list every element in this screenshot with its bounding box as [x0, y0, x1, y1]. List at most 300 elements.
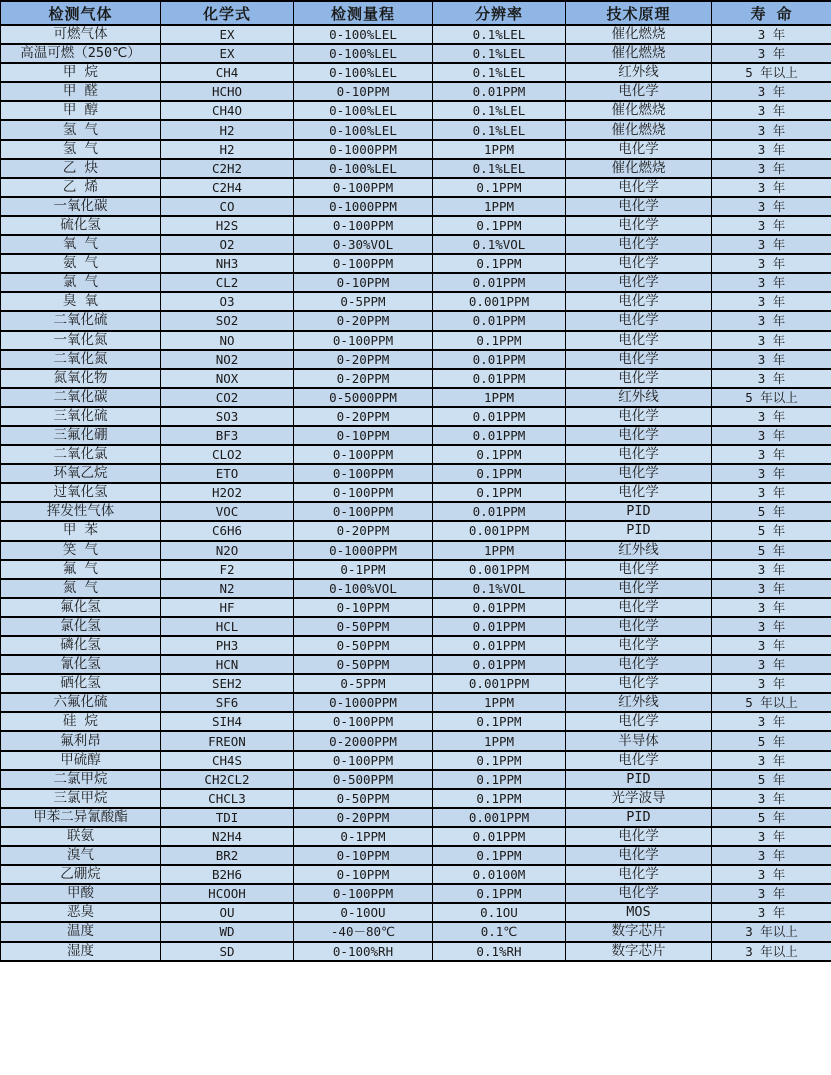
cell-resolution: 0.01PPM	[433, 82, 566, 101]
cell-resolution: 1PPM	[433, 388, 566, 407]
cell-resolution: 0.1%VOL	[433, 235, 566, 254]
cell-principle: 红外线	[566, 541, 712, 560]
cell-lifespan: 3 年	[712, 579, 831, 598]
cell-resolution: 1PPM	[433, 693, 566, 712]
cell-gas: 甲 苯	[1, 521, 161, 540]
cell-principle: 电化学	[566, 350, 712, 369]
table-row	[1, 560, 831, 579]
table-row	[1, 884, 831, 903]
cell-lifespan: 5 年以上	[712, 63, 831, 82]
cell-resolution: 0.1PPM	[433, 884, 566, 903]
table-row	[1, 502, 831, 521]
cell-range: 0-100%VOL	[294, 579, 433, 598]
cell-range: 0-100PPM	[294, 502, 433, 521]
cell-resolution: 0.1%LEL	[433, 44, 566, 63]
cell-gas: 磷化氢	[1, 636, 161, 655]
cell-resolution: 0.1%LEL	[433, 25, 566, 44]
cell-range: 0-100PPM	[294, 483, 433, 502]
cell-range: 0-100PPM	[294, 884, 433, 903]
table-row	[1, 789, 831, 808]
cell-resolution: 0.001PPM	[433, 292, 566, 311]
cell-lifespan: 5 年	[712, 731, 831, 750]
cell-resolution: 0.1PPM	[433, 464, 566, 483]
cell-formula: FREON	[161, 731, 294, 750]
cell-principle: 电化学	[566, 655, 712, 674]
cell-principle: PID	[566, 502, 712, 521]
table-row	[1, 140, 831, 159]
table-row	[1, 541, 831, 560]
table-row	[1, 712, 831, 731]
cell-formula: H2	[161, 140, 294, 159]
cell-gas: 氯化氢	[1, 617, 161, 636]
cell-formula: BR2	[161, 846, 294, 865]
cell-range: 0-100%LEL	[294, 63, 433, 82]
cell-gas: 硅 烷	[1, 712, 161, 731]
table-row	[1, 865, 831, 884]
cell-resolution: 0.0100M	[433, 865, 566, 884]
cell-range: 0-1000PPM	[294, 541, 433, 560]
cell-resolution: 0.1OU	[433, 903, 566, 922]
cell-lifespan: 3 年	[712, 617, 831, 636]
cell-formula: TDI	[161, 808, 294, 827]
cell-formula: O2	[161, 235, 294, 254]
cell-gas: 一氧化碳	[1, 197, 161, 216]
cell-lifespan: 3 年	[712, 884, 831, 903]
cell-range: 0-50PPM	[294, 789, 433, 808]
cell-gas: 氰化氢	[1, 655, 161, 674]
cell-lifespan: 3 年	[712, 216, 831, 235]
cell-principle: 电化学	[566, 254, 712, 273]
cell-resolution: 0.01PPM	[433, 311, 566, 330]
cell-gas: 硒化氢	[1, 674, 161, 693]
cell-range: 0-20PPM	[294, 350, 433, 369]
cell-principle: 电化学	[566, 445, 712, 464]
cell-range: 0-5PPM	[294, 292, 433, 311]
cell-principle: 电化学	[566, 331, 712, 350]
cell-principle: 电化学	[566, 483, 712, 502]
table-row	[1, 770, 831, 789]
cell-range: 0-2000PPM	[294, 731, 433, 750]
cell-gas: 氟利昂	[1, 731, 161, 750]
cell-gas: 二氧化氮	[1, 350, 161, 369]
cell-range: 0-100PPM	[294, 216, 433, 235]
cell-gas: 氟 气	[1, 560, 161, 579]
column-header-formula: 化学式	[161, 1, 294, 25]
cell-gas: 挥发性气体	[1, 502, 161, 521]
cell-gas: 乙 烯	[1, 178, 161, 197]
cell-gas: 环氧乙烷	[1, 464, 161, 483]
cell-lifespan: 3 年以上	[712, 922, 831, 941]
cell-lifespan: 3 年	[712, 120, 831, 139]
cell-gas: 硫化氢	[1, 216, 161, 235]
cell-range: 0-100%LEL	[294, 120, 433, 139]
table-row	[1, 579, 831, 598]
table-row	[1, 655, 831, 674]
cell-principle: 电化学	[566, 579, 712, 598]
cell-principle: 电化学	[566, 712, 712, 731]
cell-principle: 电化学	[566, 197, 712, 216]
table-body	[1, 25, 831, 961]
cell-gas: 甲 醇	[1, 101, 161, 120]
cell-formula: BF3	[161, 426, 294, 445]
cell-lifespan: 3 年	[712, 655, 831, 674]
cell-gas: 二氯甲烷	[1, 770, 161, 789]
cell-formula: PH3	[161, 636, 294, 655]
cell-principle: PID	[566, 521, 712, 540]
cell-gas: 氯 气	[1, 273, 161, 292]
cell-formula: NO	[161, 331, 294, 350]
cell-gas: 氢 气	[1, 140, 161, 159]
cell-range: 0-10PPM	[294, 865, 433, 884]
cell-lifespan: 3 年以上	[712, 942, 831, 961]
cell-gas: 湿度	[1, 942, 161, 961]
cell-gas: 甲硫醇	[1, 751, 161, 770]
cell-gas: 乙 炔	[1, 159, 161, 178]
cell-gas: 二氧化碳	[1, 388, 161, 407]
cell-resolution: 0.01PPM	[433, 350, 566, 369]
table-row	[1, 159, 831, 178]
cell-formula: EX	[161, 44, 294, 63]
cell-range: 0-100PPM	[294, 751, 433, 770]
cell-gas: 氮 气	[1, 579, 161, 598]
table-row	[1, 445, 831, 464]
cell-range: 0-5000PPM	[294, 388, 433, 407]
cell-range: 0-100PPM	[294, 331, 433, 350]
table-row	[1, 407, 831, 426]
cell-principle: 半导体	[566, 731, 712, 750]
cell-formula: N2H4	[161, 827, 294, 846]
cell-range: 0-100PPM	[294, 712, 433, 731]
cell-resolution: 0.001PPM	[433, 674, 566, 693]
cell-formula: HCHO	[161, 82, 294, 101]
table-row	[1, 617, 831, 636]
cell-principle: 红外线	[566, 388, 712, 407]
table-row	[1, 273, 831, 292]
cell-range: 0-20PPM	[294, 808, 433, 827]
cell-resolution: 0.1%LEL	[433, 159, 566, 178]
cell-lifespan: 5 年	[712, 502, 831, 521]
cell-formula: H2	[161, 120, 294, 139]
cell-lifespan: 5 年	[712, 541, 831, 560]
cell-range: 0-1000PPM	[294, 197, 433, 216]
cell-range: 0-100PPM	[294, 254, 433, 273]
cell-resolution: 0.1℃	[433, 922, 566, 941]
cell-range: 0-20PPM	[294, 311, 433, 330]
cell-principle: 催化燃烧	[566, 159, 712, 178]
cell-formula: NO2	[161, 350, 294, 369]
cell-resolution: 0.1PPM	[433, 178, 566, 197]
cell-gas: 联氨	[1, 827, 161, 846]
cell-formula: B2H6	[161, 865, 294, 884]
cell-resolution: 0.01PPM	[433, 598, 566, 617]
table-row	[1, 636, 831, 655]
cell-gas: 乙硼烷	[1, 865, 161, 884]
cell-principle: 光学波导	[566, 789, 712, 808]
cell-principle: 电化学	[566, 636, 712, 655]
table-row	[1, 44, 831, 63]
cell-lifespan: 5 年以上	[712, 388, 831, 407]
cell-range: 0-10OU	[294, 903, 433, 922]
header-row	[1, 1, 831, 25]
cell-principle: 红外线	[566, 63, 712, 82]
cell-principle: 电化学	[566, 216, 712, 235]
cell-lifespan: 3 年	[712, 254, 831, 273]
cell-lifespan: 3 年	[712, 407, 831, 426]
cell-formula: VOC	[161, 502, 294, 521]
table-row	[1, 350, 831, 369]
cell-range: -40－80℃	[294, 922, 433, 941]
cell-lifespan: 3 年	[712, 331, 831, 350]
table-row	[1, 369, 831, 388]
cell-gas: 二氧化氯	[1, 445, 161, 464]
cell-gas: 三氯甲烷	[1, 789, 161, 808]
cell-formula: SO2	[161, 311, 294, 330]
cell-range: 0-100%LEL	[294, 25, 433, 44]
cell-lifespan: 3 年	[712, 483, 831, 502]
cell-resolution: 0.01PPM	[433, 426, 566, 445]
cell-formula: SD	[161, 942, 294, 961]
table-row	[1, 846, 831, 865]
cell-principle: 催化燃烧	[566, 44, 712, 63]
cell-formula: CH4O	[161, 101, 294, 120]
cell-lifespan: 3 年	[712, 712, 831, 731]
cell-gas: 二氧化硫	[1, 311, 161, 330]
cell-gas: 温度	[1, 922, 161, 941]
table-row	[1, 216, 831, 235]
cell-lifespan: 5 年	[712, 808, 831, 827]
cell-formula: CH4	[161, 63, 294, 82]
column-header-principle: 技术原理	[566, 1, 712, 25]
cell-range: 0-1PPM	[294, 827, 433, 846]
cell-principle: MOS	[566, 903, 712, 922]
cell-range: 0-20PPM	[294, 407, 433, 426]
cell-formula: C2H4	[161, 178, 294, 197]
cell-principle: 电化学	[566, 598, 712, 617]
cell-formula: SEH2	[161, 674, 294, 693]
cell-principle: PID	[566, 770, 712, 789]
cell-formula: HCN	[161, 655, 294, 674]
cell-resolution: 1PPM	[433, 541, 566, 560]
table-row	[1, 388, 831, 407]
cell-lifespan: 3 年	[712, 350, 831, 369]
table-row	[1, 63, 831, 82]
cell-formula: H2S	[161, 216, 294, 235]
cell-resolution: 1PPM	[433, 731, 566, 750]
cell-principle: 电化学	[566, 560, 712, 579]
cell-gas: 可燃气体	[1, 25, 161, 44]
table-row	[1, 751, 831, 770]
cell-principle: 电化学	[566, 865, 712, 884]
cell-formula: WD	[161, 922, 294, 941]
table-row	[1, 426, 831, 445]
cell-lifespan: 3 年	[712, 789, 831, 808]
cell-lifespan: 3 年	[712, 44, 831, 63]
cell-formula: ETO	[161, 464, 294, 483]
table-row	[1, 25, 831, 44]
cell-lifespan: 3 年	[712, 903, 831, 922]
cell-lifespan: 5 年	[712, 521, 831, 540]
cell-range: 0-1000PPM	[294, 693, 433, 712]
cell-principle: 电化学	[566, 617, 712, 636]
cell-gas: 三氧化硫	[1, 407, 161, 426]
table-row	[1, 254, 831, 273]
table-row	[1, 922, 831, 941]
cell-formula: HCL	[161, 617, 294, 636]
cell-principle: 电化学	[566, 751, 712, 770]
table-row	[1, 197, 831, 216]
column-header-range: 检测量程	[294, 1, 433, 25]
cell-lifespan: 3 年	[712, 178, 831, 197]
table-row	[1, 464, 831, 483]
table-row	[1, 674, 831, 693]
cell-gas: 恶臭	[1, 903, 161, 922]
cell-resolution: 0.1PPM	[433, 789, 566, 808]
cell-principle: 电化学	[566, 82, 712, 101]
column-header-lifespan: 寿 命	[712, 1, 831, 25]
cell-lifespan: 3 年	[712, 140, 831, 159]
table-row	[1, 521, 831, 540]
table-row	[1, 827, 831, 846]
cell-principle: 电化学	[566, 827, 712, 846]
cell-resolution: 0.1PPM	[433, 445, 566, 464]
cell-gas: 一氧化氮	[1, 331, 161, 350]
table-row	[1, 311, 831, 330]
cell-range: 0-10PPM	[294, 82, 433, 101]
cell-lifespan: 3 年	[712, 273, 831, 292]
cell-principle: 电化学	[566, 369, 712, 388]
cell-range: 0-50PPM	[294, 655, 433, 674]
cell-resolution: 0.1%LEL	[433, 120, 566, 139]
cell-formula: CO2	[161, 388, 294, 407]
cell-lifespan: 3 年	[712, 674, 831, 693]
cell-gas: 笑 气	[1, 541, 161, 560]
table-row	[1, 82, 831, 101]
cell-gas: 三氟化硼	[1, 426, 161, 445]
cell-principle: 催化燃烧	[566, 25, 712, 44]
cell-resolution: 1PPM	[433, 197, 566, 216]
cell-lifespan: 5 年以上	[712, 693, 831, 712]
cell-resolution: 0.01PPM	[433, 655, 566, 674]
table-row	[1, 483, 831, 502]
cell-gas: 氮氧化物	[1, 369, 161, 388]
table-row	[1, 331, 831, 350]
cell-lifespan: 3 年	[712, 426, 831, 445]
cell-resolution: 0.01PPM	[433, 617, 566, 636]
cell-lifespan: 3 年	[712, 311, 831, 330]
cell-formula: OU	[161, 903, 294, 922]
cell-gas: 六氟化硫	[1, 693, 161, 712]
cell-resolution: 0.1PPM	[433, 846, 566, 865]
table-row	[1, 101, 831, 120]
cell-resolution: 0.1PPM	[433, 751, 566, 770]
cell-gas: 甲 醛	[1, 82, 161, 101]
cell-range: 0-1000PPM	[294, 140, 433, 159]
column-header-gas: 检测气体	[1, 1, 161, 25]
cell-range: 0-10PPM	[294, 273, 433, 292]
cell-principle: 电化学	[566, 273, 712, 292]
cell-resolution: 0.1PPM	[433, 712, 566, 731]
table-row	[1, 235, 831, 254]
cell-formula: O3	[161, 292, 294, 311]
cell-range: 0-100%RH	[294, 942, 433, 961]
cell-lifespan: 3 年	[712, 598, 831, 617]
cell-formula: CL2	[161, 273, 294, 292]
cell-gas: 甲酸	[1, 884, 161, 903]
cell-range: 0-100%LEL	[294, 44, 433, 63]
cell-formula: CH2CL2	[161, 770, 294, 789]
cell-lifespan: 3 年	[712, 865, 831, 884]
cell-range: 0-5PPM	[294, 674, 433, 693]
cell-formula: NOX	[161, 369, 294, 388]
cell-range: 0-1PPM	[294, 560, 433, 579]
cell-resolution: 1PPM	[433, 140, 566, 159]
table-row	[1, 292, 831, 311]
cell-principle: 电化学	[566, 464, 712, 483]
table-row	[1, 598, 831, 617]
cell-range: 0-100PPM	[294, 445, 433, 464]
cell-lifespan: 3 年	[712, 159, 831, 178]
cell-formula: SF6	[161, 693, 294, 712]
table-row	[1, 693, 831, 712]
cell-resolution: 0.1PPM	[433, 483, 566, 502]
cell-resolution: 0.01PPM	[433, 369, 566, 388]
cell-lifespan: 3 年	[712, 25, 831, 44]
table-row	[1, 903, 831, 922]
cell-formula: CO	[161, 197, 294, 216]
cell-range: 0-50PPM	[294, 636, 433, 655]
table-row	[1, 942, 831, 961]
cell-principle: 电化学	[566, 235, 712, 254]
cell-gas: 氧 气	[1, 235, 161, 254]
cell-formula: HCOOH	[161, 884, 294, 903]
cell-principle: 电化学	[566, 846, 712, 865]
cell-formula: N2	[161, 579, 294, 598]
cell-resolution: 0.1%VOL	[433, 579, 566, 598]
cell-lifespan: 3 年	[712, 82, 831, 101]
cell-range: 0-10PPM	[294, 426, 433, 445]
cell-formula: F2	[161, 560, 294, 579]
cell-formula: C6H6	[161, 521, 294, 540]
cell-principle: 电化学	[566, 311, 712, 330]
cell-principle: 催化燃烧	[566, 120, 712, 139]
cell-lifespan: 3 年	[712, 292, 831, 311]
cell-formula: C2H2	[161, 159, 294, 178]
cell-resolution: 0.01PPM	[433, 827, 566, 846]
cell-resolution: 0.1PPM	[433, 770, 566, 789]
cell-formula: N2O	[161, 541, 294, 560]
cell-range: 0-50PPM	[294, 617, 433, 636]
cell-range: 0-30%VOL	[294, 235, 433, 254]
cell-lifespan: 3 年	[712, 846, 831, 865]
cell-range: 0-10PPM	[294, 598, 433, 617]
cell-gas: 氨 气	[1, 254, 161, 273]
cell-lifespan: 3 年	[712, 445, 831, 464]
cell-gas: 氢 气	[1, 120, 161, 139]
cell-lifespan: 3 年	[712, 235, 831, 254]
cell-resolution: 0.1PPM	[433, 331, 566, 350]
cell-formula: SIH4	[161, 712, 294, 731]
cell-formula: EX	[161, 25, 294, 44]
cell-formula: SO3	[161, 407, 294, 426]
cell-lifespan: 3 年	[712, 101, 831, 120]
cell-lifespan: 3 年	[712, 827, 831, 846]
cell-gas: 甲 烷	[1, 63, 161, 82]
table-row	[1, 808, 831, 827]
cell-gas: 高温可燃（250℃）	[1, 44, 161, 63]
cell-principle: 电化学	[566, 140, 712, 159]
cell-resolution: 0.1%LEL	[433, 101, 566, 120]
cell-resolution: 0.01PPM	[433, 273, 566, 292]
